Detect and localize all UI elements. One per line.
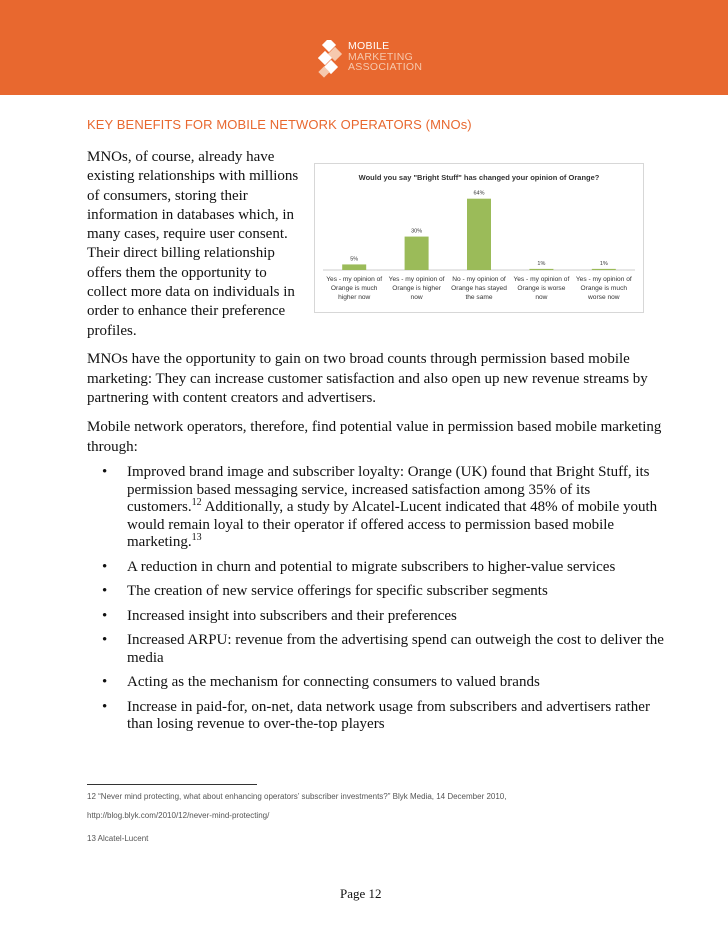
- text-line: of consumers, storing their: [87, 187, 248, 204]
- chart-category-label: now: [535, 294, 548, 301]
- text-line: A reduction in churn and potential to migrate subscribers to higher-value services: [127, 558, 616, 575]
- footnote-ref-12: 12: [191, 497, 202, 508]
- text-line: many cases, require user consent.: [87, 226, 288, 243]
- logo-line: ASSOCIATION: [348, 61, 423, 73]
- text-line: [127, 534, 647, 552]
- text-line: than losing revenue to over-the-top players: [127, 716, 385, 732]
- text-fragment: Additionally, a study by Alcatel-Lucent indicated that 48% of mobile youth: [201, 499, 658, 515]
- chart-category-label: Orange is much: [330, 285, 378, 292]
- text-line: existing relationships with millions: [87, 168, 299, 185]
- list-item: [87, 583, 647, 601]
- text-line: through:: [87, 438, 138, 455]
- text-line: partnering with content creators and advertisers.: [87, 390, 377, 406]
- intro-paragraph: [87, 148, 297, 341]
- text-line: Mobile network operators, therefore, find potential value in permission based mobile marketing: [87, 419, 662, 435]
- text-line: MNOs have the opportunity to gain on two broad counts through permission based mobile: [87, 351, 630, 367]
- text-line: Acting as the mechanism for connecting consumers to valued brands: [127, 674, 540, 690]
- mma-logo-wordmark: [348, 41, 422, 73]
- list-item: [87, 674, 647, 692]
- chart-data-label: 30%: [411, 228, 423, 235]
- chart-bar: [529, 269, 553, 270]
- text-line: Improved brand image and subscriber loyalty: Orange (UK) found that Bright Stuff, its: [127, 464, 650, 480]
- list-item: [87, 632, 664, 667]
- text-line: information in databases which, in: [87, 206, 295, 223]
- list-item: [87, 608, 647, 626]
- header-banner: [0, 0, 728, 95]
- chart-category-label: higher now: [338, 294, 371, 301]
- bullet-marker: •: [102, 558, 108, 575]
- footnote-12-url[interactable]: http://blog.blyk.com/2010/12/never-mind-protecting/: [87, 811, 270, 820]
- text-line: Increase in paid-for, on-net, data network usage from subscribers and advertisers rather: [127, 698, 650, 715]
- chart-data-label: 5%: [350, 256, 359, 263]
- list-item: [87, 464, 658, 552]
- footnote-12: 12 “Never mind protecting, what about enhancing operators’ subscriber investments?” Blyk Media, 14 December 2010,: [87, 792, 507, 801]
- chart-category-label: Orange has stayed: [451, 285, 507, 292]
- bullet-marker: •: [102, 607, 108, 624]
- footnote-13: 13 Alcatel-Lucent: [87, 834, 149, 843]
- text-line: profiles.: [87, 322, 137, 339]
- bullet-marker: •: [102, 583, 108, 599]
- mma-logo: [318, 38, 423, 82]
- logo-line: MARKETING: [348, 50, 414, 63]
- chart-category-label: Yes - my opinion of: [575, 276, 632, 283]
- footnote-ref-13: 13: [191, 532, 202, 543]
- chart-bar: [592, 269, 616, 270]
- chart-bar: [405, 237, 429, 270]
- chart-data-label: 64%: [473, 190, 485, 197]
- text-line: MNOs, of course, already have: [87, 149, 275, 165]
- chart-category-label: Yes - my opinion of: [326, 276, 383, 283]
- chart-data-label: 1%: [537, 260, 546, 267]
- benefits-list: [87, 464, 664, 741]
- chart-category-label: the same: [465, 294, 493, 301]
- bullet-marker: •: [102, 698, 108, 715]
- chart-bar: [467, 199, 491, 270]
- footnote-divider: [87, 784, 257, 785]
- text-line: marketing: They can increase customer satisfaction and also open up new revenue streams by: [87, 370, 648, 387]
- chart-category-label: Yes - my opinion of: [513, 276, 570, 283]
- chart-category-label: worse now: [588, 294, 620, 301]
- bullet-marker: •: [102, 464, 108, 480]
- text-line: [127, 497, 658, 517]
- bullet-marker: •: [102, 674, 108, 690]
- text-fragment: customers.: [127, 499, 192, 515]
- text-line: would remain loyal to their operator if offered access to permission based mobile: [127, 516, 615, 533]
- text-line: media: [127, 649, 164, 666]
- text-line: Increased insight into subscribers and their preferences: [127, 607, 457, 624]
- text-line: permission based messaging service, increased satisfaction among 35% of its: [127, 481, 591, 498]
- chart-category-label: Orange is worse: [517, 285, 566, 292]
- text-line: Their direct billing relationship: [87, 245, 275, 262]
- chart-title: Would you say "Bright Stuff" has changed your opinion of Orange?: [358, 173, 600, 182]
- chart-data-label: 1%: [599, 260, 608, 267]
- section-title: KEY BENEFITS FOR MOBILE NETWORK OPERATORS (MNOs): [87, 117, 472, 132]
- chart-category-label: No - my opinion of: [452, 276, 506, 283]
- text-line: The creation of new service offerings for specific subscriber segments: [127, 583, 548, 599]
- paragraph-opportunity: [87, 350, 647, 409]
- text-line: offers them the opportunity to: [87, 264, 267, 281]
- chart-category-label: Orange is higher: [392, 285, 441, 292]
- text-fragment: marketing.: [127, 534, 192, 550]
- opinion-bar-chart: [314, 163, 644, 313]
- text-line: Increased ARPU: revenue from the advertising spend can outweigh the cost to deliver the: [127, 632, 664, 648]
- page-number: Page 12: [340, 886, 382, 901]
- logo-line: MOBILE: [348, 40, 390, 52]
- paragraph-value: [87, 418, 662, 457]
- chart-category-label: Orange is much: [580, 285, 628, 292]
- chart-category-label: now: [410, 294, 423, 301]
- chart-canvas: [315, 164, 643, 312]
- chart-bar: [342, 264, 366, 270]
- text-line: collect more data on individuals in: [87, 284, 295, 301]
- mma-logo-mark-icon: [318, 40, 346, 80]
- text-line: order to enhance their preference: [87, 303, 286, 320]
- bullet-marker: •: [102, 632, 108, 648]
- list-item: [87, 559, 647, 577]
- list-item: [87, 698, 650, 734]
- chart-category-label: Yes - my opinion of: [388, 276, 445, 283]
